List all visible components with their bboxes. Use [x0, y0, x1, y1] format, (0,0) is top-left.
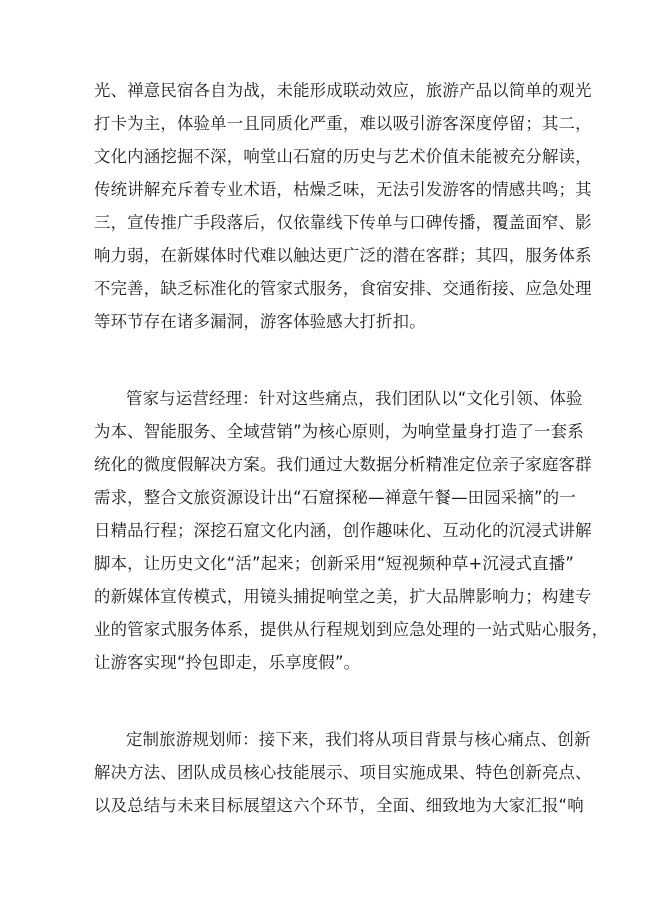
text-line: 以及总结与未来目标展望这六个环节，全面、细致地为大家汇报“响 [94, 796, 584, 815]
text-line: 响力弱，在新媒体时代难以触达更广泛的潜在客群；其四，服务体系 [94, 246, 592, 265]
text-line: 业的管家式服务体系，提供从行程规划到应急处理的一站式贴心服务， [94, 620, 609, 639]
text-line: 等环节存在诸多漏洞，游客体验感大打折扣。 [94, 312, 426, 331]
text-line: 管家与运营经理：针对这些痛点，我们团队以“文化引领、体验 [126, 389, 583, 408]
text-line: 光、禅意民宿各自为战，未能形成联动效应，旅游产品以简单的观光 [94, 81, 592, 100]
text-line: 统化的微度假解决方案。我们通过大数据分析精准定位亲子家庭客群 [94, 455, 592, 474]
text-line: 让游客实现“拎包即走，乐享度假”。 [94, 653, 361, 672]
text-line: 传统讲解充斥着专业术语，枯燥乏味，无法引发游客的情感共鸣；其 [94, 180, 592, 199]
text-line: 定制旅游规划师：接下来，我们将从项目背景与核心痛点、创新 [126, 730, 591, 749]
text-line: 需求，整合文旅资源设计出“石窟探秘—禅意午餐—田园采摘”的一 [94, 488, 576, 507]
text-line: 打卡为主，体验单一且同质化严重，难以吸引游客深度停留；其二， [94, 114, 592, 133]
text-line: 文化内涵挖掘不深，响堂山石窟的历史与艺术价值未能被充分解读， [94, 147, 592, 166]
text-line: 不完善，缺乏标准化的管家式服务，食宿安排、交通衔接、应急处理 [94, 279, 592, 298]
text-line: 解决方法、团队成员核心技能展示、项目实施成果、特色创新亮点、 [94, 763, 592, 782]
text-line: 的新媒体宣传模式，用镜头捕捉响堂之美，扩大品牌影响力；构建专 [94, 587, 592, 606]
text-line: 日精品行程；深挖石窟文化内涵，创作趣味化、互动化的沉浸式讲解 [94, 521, 592, 540]
text-line: 三，宣传推广手段落后，仅依靠线下传单与口碑传播，覆盖面窄、影 [94, 213, 592, 232]
text-line: 为本、智能服务、全域营销”为核心原则，为响堂量身打造了一套系 [94, 422, 584, 441]
text-line: 脚本，让历史文化“活”起来；创新采用“短视频种草+沉浸式直播” [94, 554, 575, 573]
